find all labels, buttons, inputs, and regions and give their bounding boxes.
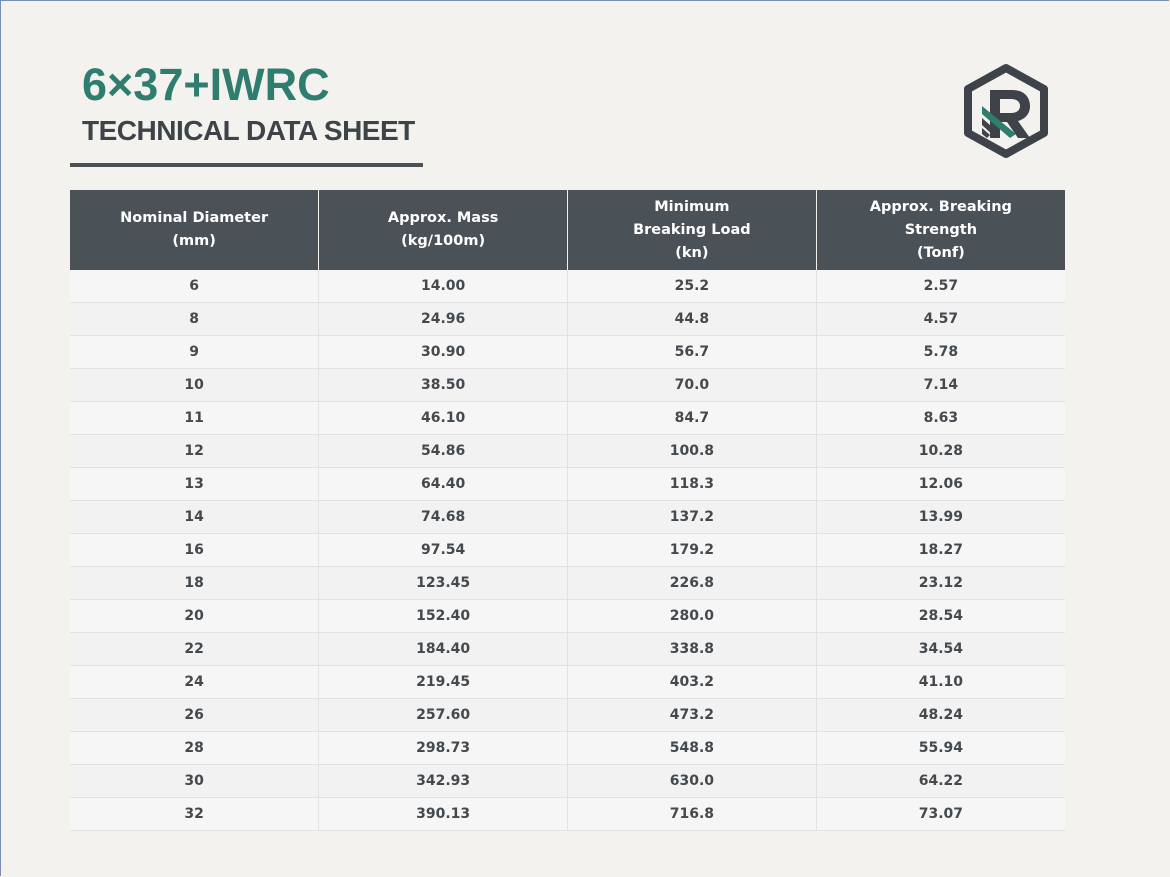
cell-approx-mass: 30.90 — [319, 336, 568, 369]
cell-breaking-strength: 4.57 — [816, 303, 1065, 336]
cell-approx-mass: 390.13 — [319, 798, 568, 831]
cell-nominal-diameter: 20 — [70, 600, 319, 633]
cell-nominal-diameter: 30 — [70, 765, 319, 798]
cell-nominal-diameter: 16 — [70, 534, 319, 567]
cell-approx-mass: 46.10 — [319, 402, 568, 435]
cell-approx-mass: 97.54 — [319, 534, 568, 567]
cell-nominal-diameter: 6 — [70, 270, 319, 303]
table-row — [70, 567, 1065, 600]
cell-min-breaking-load: 403.2 — [568, 666, 817, 699]
cell-min-breaking-load: 100.8 — [568, 435, 817, 468]
cell-approx-mass: 257.60 — [319, 699, 568, 732]
cell-breaking-strength: 55.94 — [816, 732, 1065, 765]
column-header — [816, 190, 1065, 270]
cell-nominal-diameter: 18 — [70, 567, 319, 600]
cell-nominal-diameter: 22 — [70, 633, 319, 666]
cell-approx-mass: 184.40 — [319, 633, 568, 666]
column-header-line: (mm) — [172, 233, 216, 249]
cell-min-breaking-load: 118.3 — [568, 468, 817, 501]
cell-approx-mass: 123.45 — [319, 567, 568, 600]
cell-breaking-strength: 34.54 — [816, 633, 1065, 666]
table-row — [70, 600, 1065, 633]
cell-breaking-strength: 23.12 — [816, 567, 1065, 600]
cell-min-breaking-load: 338.8 — [568, 633, 817, 666]
cell-min-breaking-load: 44.8 — [568, 303, 817, 336]
cell-breaking-strength: 13.99 — [816, 501, 1065, 534]
table-row — [70, 435, 1065, 468]
title-underline — [70, 163, 423, 167]
table-row — [70, 699, 1065, 732]
cell-min-breaking-load: 137.2 — [568, 501, 817, 534]
cell-breaking-strength: 18.27 — [816, 534, 1065, 567]
table-row — [70, 303, 1065, 336]
cell-approx-mass: 14.00 — [319, 270, 568, 303]
table-row — [70, 666, 1065, 699]
page-title: 6×37+IWRC — [82, 59, 330, 110]
cell-nominal-diameter: 12 — [70, 435, 319, 468]
cell-min-breaking-load: 70.0 — [568, 369, 817, 402]
cell-approx-mass: 298.73 — [319, 732, 568, 765]
column-header — [70, 190, 319, 270]
cell-min-breaking-load: 56.7 — [568, 336, 817, 369]
table-body — [70, 270, 1065, 831]
cell-breaking-strength: 12.06 — [816, 468, 1065, 501]
cell-approx-mass: 342.93 — [319, 765, 568, 798]
cell-nominal-diameter: 13 — [70, 468, 319, 501]
cell-nominal-diameter: 32 — [70, 798, 319, 831]
column-header-line: Strength — [904, 221, 978, 238]
cell-min-breaking-load: 280.0 — [568, 600, 817, 633]
cell-approx-mass: 219.45 — [319, 666, 568, 699]
column-header — [568, 190, 817, 270]
cell-breaking-strength: 7.14 — [816, 369, 1065, 402]
cell-nominal-diameter: 26 — [70, 699, 319, 732]
cell-breaking-strength: 5.78 — [816, 336, 1065, 369]
cell-min-breaking-load: 226.8 — [568, 567, 817, 600]
cell-breaking-strength: 2.57 — [816, 270, 1065, 303]
cell-approx-mass: 64.40 — [319, 468, 568, 501]
table-row — [70, 501, 1065, 534]
table-row — [70, 732, 1065, 765]
cell-approx-mass: 24.96 — [319, 303, 568, 336]
table-row — [70, 534, 1065, 567]
column-header-line: Approx. Breaking — [869, 198, 1012, 215]
cell-approx-mass: 74.68 — [319, 501, 568, 534]
page-subtitle: TECHNICAL DATA SHEET — [82, 115, 415, 146]
cell-nominal-diameter: 24 — [70, 666, 319, 699]
table-row — [70, 468, 1065, 501]
cell-min-breaking-load: 630.0 — [568, 765, 817, 798]
cell-approx-mass: 54.86 — [319, 435, 568, 468]
r-hexagon-logo-icon — [960, 62, 1052, 160]
column-header-line: Minimum — [654, 198, 730, 215]
table-header-row — [70, 190, 1065, 270]
table-row — [70, 270, 1065, 303]
column-header-line: (Tonf) — [916, 244, 965, 261]
cell-breaking-strength: 73.07 — [816, 798, 1065, 831]
cell-nominal-diameter: 14 — [70, 501, 319, 534]
column-header-line: (kn) — [675, 244, 709, 261]
cell-breaking-strength: 48.24 — [816, 699, 1065, 732]
cell-min-breaking-load: 84.7 — [568, 402, 817, 435]
cell-nominal-diameter: 8 — [70, 303, 319, 336]
cell-breaking-strength: 41.10 — [816, 666, 1065, 699]
cell-nominal-diameter: 10 — [70, 369, 319, 402]
cell-nominal-diameter: 9 — [70, 336, 319, 369]
table-row — [70, 336, 1065, 369]
cell-min-breaking-load: 473.2 — [568, 699, 817, 732]
cell-min-breaking-load: 548.8 — [568, 732, 817, 765]
cell-min-breaking-load: 25.2 — [568, 270, 817, 303]
table-row — [70, 765, 1065, 798]
technical-data-table — [70, 190, 1065, 831]
cell-breaking-strength: 8.63 — [816, 402, 1065, 435]
cell-approx-mass: 152.40 — [319, 600, 568, 633]
cell-min-breaking-load: 716.8 — [568, 798, 817, 831]
column-header — [319, 190, 568, 270]
table-row — [70, 369, 1065, 402]
cell-min-breaking-load: 179.2 — [568, 534, 817, 567]
column-header-line: Nominal Diameter — [120, 210, 269, 226]
table-row — [70, 798, 1065, 831]
cell-nominal-diameter: 28 — [70, 732, 319, 765]
cell-breaking-strength: 10.28 — [816, 435, 1065, 468]
table-row — [70, 402, 1065, 435]
table-row — [70, 633, 1065, 666]
cell-nominal-diameter: 11 — [70, 402, 319, 435]
cell-approx-mass: 38.50 — [319, 369, 568, 402]
cell-breaking-strength: 28.54 — [816, 600, 1065, 633]
column-header-line: Breaking Load — [633, 221, 751, 238]
column-header-line: Approx. Mass — [387, 210, 499, 226]
column-header-line: (kg/100m) — [401, 233, 486, 249]
cell-breaking-strength: 64.22 — [816, 765, 1065, 798]
